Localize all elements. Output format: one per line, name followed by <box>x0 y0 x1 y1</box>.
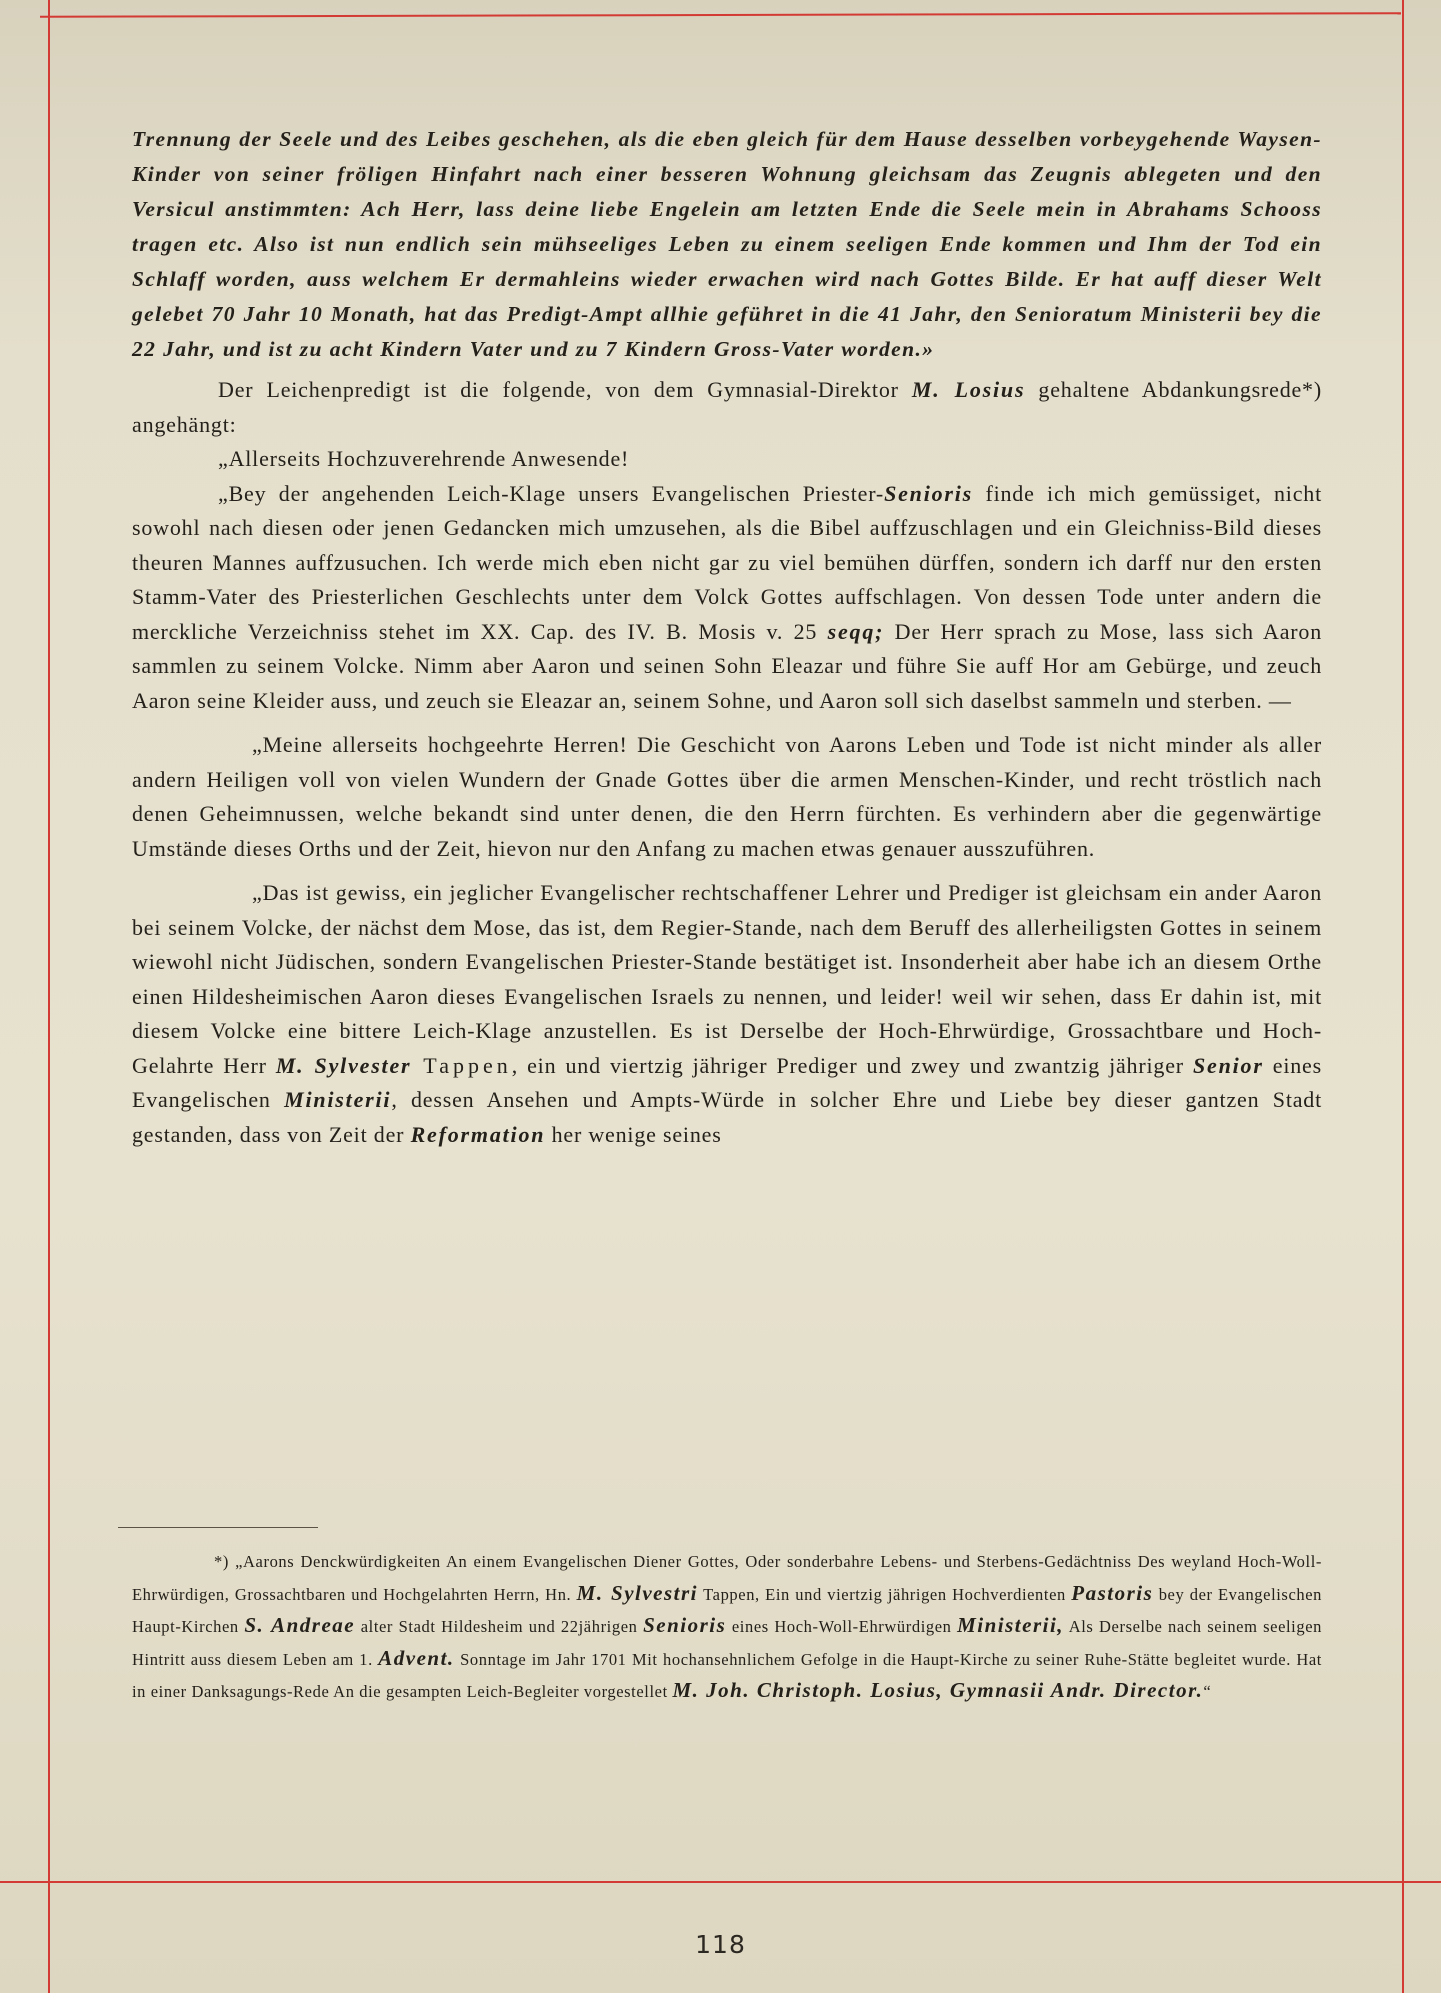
fn-i: eines Hoch-Woll-Ehrwürdigen <box>726 1617 958 1636</box>
p3-text-j: her wenige seines <box>545 1121 722 1147</box>
paragraph-3 <box>132 876 1322 1152</box>
fn-close-quote: “ <box>1203 1682 1212 1701</box>
intro-name: M. Losius <box>911 377 1026 402</box>
p3-text-f: eines Evangelischen <box>132 1052 1322 1112</box>
bottom-margin-rule <box>0 1881 1441 1883</box>
fn-sylvestri: M. Sylvestri <box>576 1580 699 1605</box>
left-margin-rule <box>48 0 50 1993</box>
intro-after: gehaltene Abdankungsrede*) angehängt: <box>132 377 1322 437</box>
p3-tappen: Tappen <box>411 1052 512 1078</box>
fn-m: Sonntage im Jahr 1701 Mit hochansehnlichem Gefolge in die Haupt-Kirche zu seiner Ruhe-Stätte begleitet wurde. Hat in einer Danksagungs-Rede An die gesampten Leich-Begleiter vorgestellet <box>132 1649 1322 1701</box>
salutation: „Allerseits Hochzuverehrende Anwesende! <box>218 446 630 471</box>
right-margin-rule <box>1402 0 1404 1993</box>
main-text <box>132 122 1322 1152</box>
fn-a: *) „Aarons Denckwürdigkeiten An einem Evangelischen Diener Gottes, Oder sonderbahre Lebens- und Sterbens-Gedächtniss Des weyland Hoch-Woll-Ehrwürdigen, Grossachtbaren und Hochgelahrten Herrn, Hn. <box>132 1552 1322 1604</box>
intro-before: Der Leichenpredigt ist die folgende, von dem Gymnasial-Direktor <box>218 377 899 402</box>
fn-g: alter Stadt Hildesheim und 22jährigen <box>355 1617 644 1636</box>
p3-text-a: „Das ist gewiss, ein jeglicher Evangelischer rechtschaffener Lehrer und Prediger ist gleichsam ein ander Aaron bei seinem Volcke, der nächst dem Mose, das ist, dem Regier-Stande, nach dem Beruff des allerheiligsten Gottes in seinem wiewohl nicht Jüdischen, sondern Evangelischen Priester-Stande bestätiget ist. Insonderheit aber habe ich an diesem Orthe einen Hildesheimischen Aaron dieses Evangelischen Israels zu nennen, und leider! weil wir sehen, dass Er dahin ist, mit diesem Volcke eine bittere Leich-Klage anzustellen. Es ist Derselbe der Hoch-Ehrwürdige, Grossachtbare und Hoch-Gelahrte Herr <box>132 880 1322 1078</box>
fn-advent: Advent. <box>378 1645 455 1670</box>
fn-ministerii: Ministerii, <box>957 1613 1065 1637</box>
p1-text-e: Der Herr sprach zu Mose, lass sich Aaron sammlen zu seinem Volcke. Nimm aber Aaron und seinen Sohn Eleazar und führe Sie auff Hor am Gebürge, und zeuch Aaron seine Kleider auss, und zeuch sie Eleazar an, seinem Sohne, und Aaron soll sich daselbst sammeln und sterben. — <box>132 618 1322 713</box>
p3-senior: Senior <box>1192 1052 1264 1078</box>
p3-reformation: Reformation <box>410 1121 546 1147</box>
paragraph-2: „Meine allerseits hochgeehrte Herren! Die Geschicht von Aarons Leben und Tode ist nicht minder als aller andern Heiligen voll von vielen Wundern der Gnade Gottes über die armen Menschen-Kinder, und recht tröstlich nach denen Geheimnussen, welche bekandt sind unter denen, die den Herrn fürchten. Es verhindern aber die gegenwärtige Umstände dieses Orths und der Zeit, hievon nur den Anfang zu machen etwas genauer ausszuführen. <box>132 732 1322 861</box>
footnote-separator <box>118 1527 318 1528</box>
fn-c: Tappen, Ein und viertzig jährigen Hochverdienten <box>698 1584 1072 1604</box>
p1-text-c: finde ich mich gemüssiget, nicht sowohl nach diesen oder jenen Gedancken mich umzusehen, als die Bibel auffzuschlagen und ein Gleichniss-Bild dieses theuren Mannes auffzusuchen. Ich werde mich eben nicht gar zu viel bemühen dürffen, sondern ich darff nur den ersten Stamm-Vater des Priesterlichen Geschlechts unter dem Volck Gottes auffschlagen. Von dessen Tode unter andern die merckliche Verzeichniss stehet im XX. Cap. des IV. B. Mosis v. 25 <box>132 480 1322 644</box>
fn-e: bey der Evangelischen Haupt-Kirchen <box>132 1584 1323 1636</box>
fn-andreae: S. Andreae <box>244 1613 356 1637</box>
intro-paragraph <box>132 373 1322 442</box>
p3-text-d: , ein und viertzig jähriger Prediger und zwey und zwantzig jähriger <box>511 1052 1193 1078</box>
p3-ministerii: Ministerii <box>284 1087 392 1112</box>
fn-pastoris: Pastoris <box>1071 1580 1154 1605</box>
quote-tail: Trennung der Seele und des Leibes geschehen, als die eben gleich für dem Hause desselben vorbeygehende Waysen-Kinder von seiner fröligen Hinfahrt nach einer besseren Wohnung gleichsam das Zeugnis ablegeten und den Versicul anstimmten: Ach Herr, lass deine liebe Engelein am letzten Ende die Seele mein in Abrahams Schooss tragen etc. Also ist nun endlich sein mühseeliges Leben zu einem seeligen Ende kommen und Ihm der Tod ein Schlaff worden, auss welchem Er dermahleins wieder erwachen wird nach Gottes Bilde. Er hat auff dieser Welt gelebet 70 Jahr 10 Monath, hat das Predigt-Ampt allhie geführet in die 41 Jahr, den Senioratum Ministerii bey die 22 Jahr, und ist zu acht Kindern Vater und zu 7 Kindern Gross-Vater worden.» <box>132 127 1322 361</box>
top-margin-rule <box>40 12 1401 18</box>
footnote <box>132 1546 1322 1708</box>
fn-losius: M. Joh. Christoph. Losius, Gymnasii Andr. Director. <box>672 1678 1204 1702</box>
p1-text-a: „Bey der angehenden Leich-Klage unsers Evangelischen Priester- <box>218 480 885 506</box>
fn-senioris: Senioris <box>643 1613 727 1637</box>
p1-senioris: Senioris <box>884 480 974 506</box>
page-number: 118 <box>695 1930 746 1959</box>
p1-seqq: seqq; <box>827 618 885 644</box>
p3-text-h: , dessen Ansehen und Ampts-Würde in solcher Ehre und Liebe bey dieser gantzen Stadt gestanden, dass von Zeit der <box>132 1087 1323 1147</box>
fn-k: Als Derselbe nach seinem seeligen Hintritt auss diesem Leben am 1. <box>132 1617 1322 1669</box>
p3-sylvester: M. Sylvester <box>275 1052 412 1078</box>
paragraph-1 <box>132 477 1322 719</box>
